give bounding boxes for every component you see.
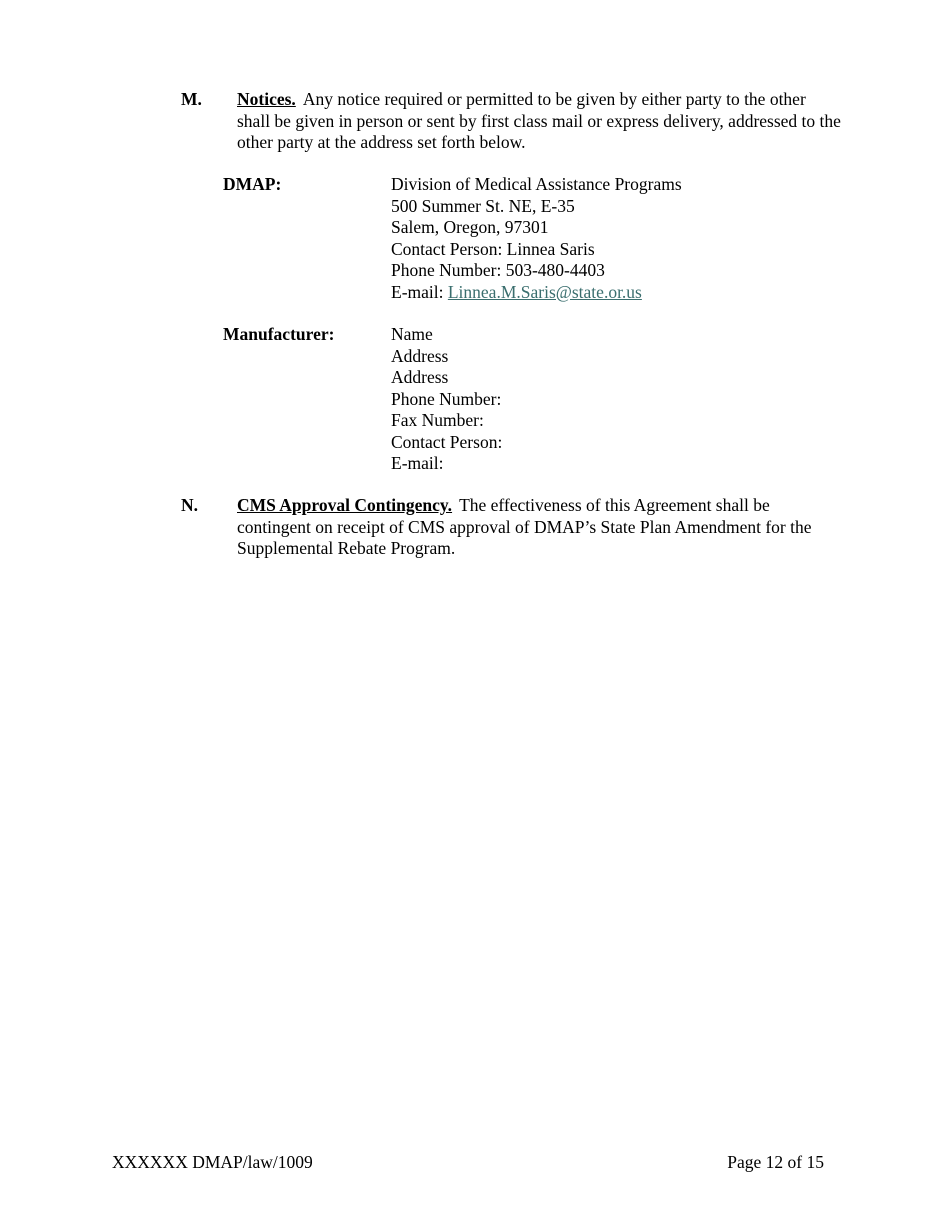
section-text: Any notice required or permitted to be given by either party to the other shall be given in person or sent by first class mail or express delivery, addressed to the other party at the address set forth below. <box>237 89 841 152</box>
document-id: XXXXXX DMAP/law/1009 <box>112 1152 313 1172</box>
page-number: Page 12 of 15 <box>727 1152 824 1172</box>
email-label: E-mail: <box>391 281 444 302</box>
manufacturer-line: Name <box>391 324 433 344</box>
dmap-line: Salem, Oregon, 97301 <box>391 217 549 237</box>
manufacturer-line: Fax Number: <box>391 410 484 430</box>
manufacturer-address <box>391 324 831 475</box>
page-footer <box>112 1152 824 1174</box>
dmap-line: Contact Person: Linnea Saris <box>391 238 595 259</box>
dmap-label: DMAP: <box>223 174 282 194</box>
email-link[interactable]: Linnea.M.Saris@state.or.us <box>447 281 642 302</box>
section-n <box>181 495 841 560</box>
section-m-body <box>237 89 841 154</box>
dmap-line: Division of Medical Assistance Programs <box>391 174 682 194</box>
manufacturer-line: Address <box>391 345 449 366</box>
section-letter: M. <box>181 89 202 109</box>
section-text: The effectiveness of this Agreement shall be contingent on receipt of CMS approval of DMAP’s State Plan Amendment for the Supplemental Rebate Program. <box>237 495 812 558</box>
dmap-line: Phone Number: 503-480-4403 <box>391 260 605 280</box>
section-letter: N. <box>181 495 199 515</box>
manufacturer-label: Manufacturer: <box>223 324 335 344</box>
manufacturer-line: Address <box>391 367 449 387</box>
manufacturer-line: E-mail: <box>391 453 444 473</box>
dmap-line: 500 Summer St. NE, E-35 <box>391 195 575 216</box>
manufacturer-line: Contact Person: <box>391 431 503 452</box>
section-heading: Notices. <box>237 89 296 109</box>
section-m <box>181 89 841 154</box>
section-heading: CMS Approval Contingency. <box>237 495 453 515</box>
section-n-body <box>237 495 841 560</box>
manufacturer-line: Phone Number: <box>391 388 502 409</box>
dmap-email-line <box>391 282 831 304</box>
dmap-address <box>391 174 831 303</box>
